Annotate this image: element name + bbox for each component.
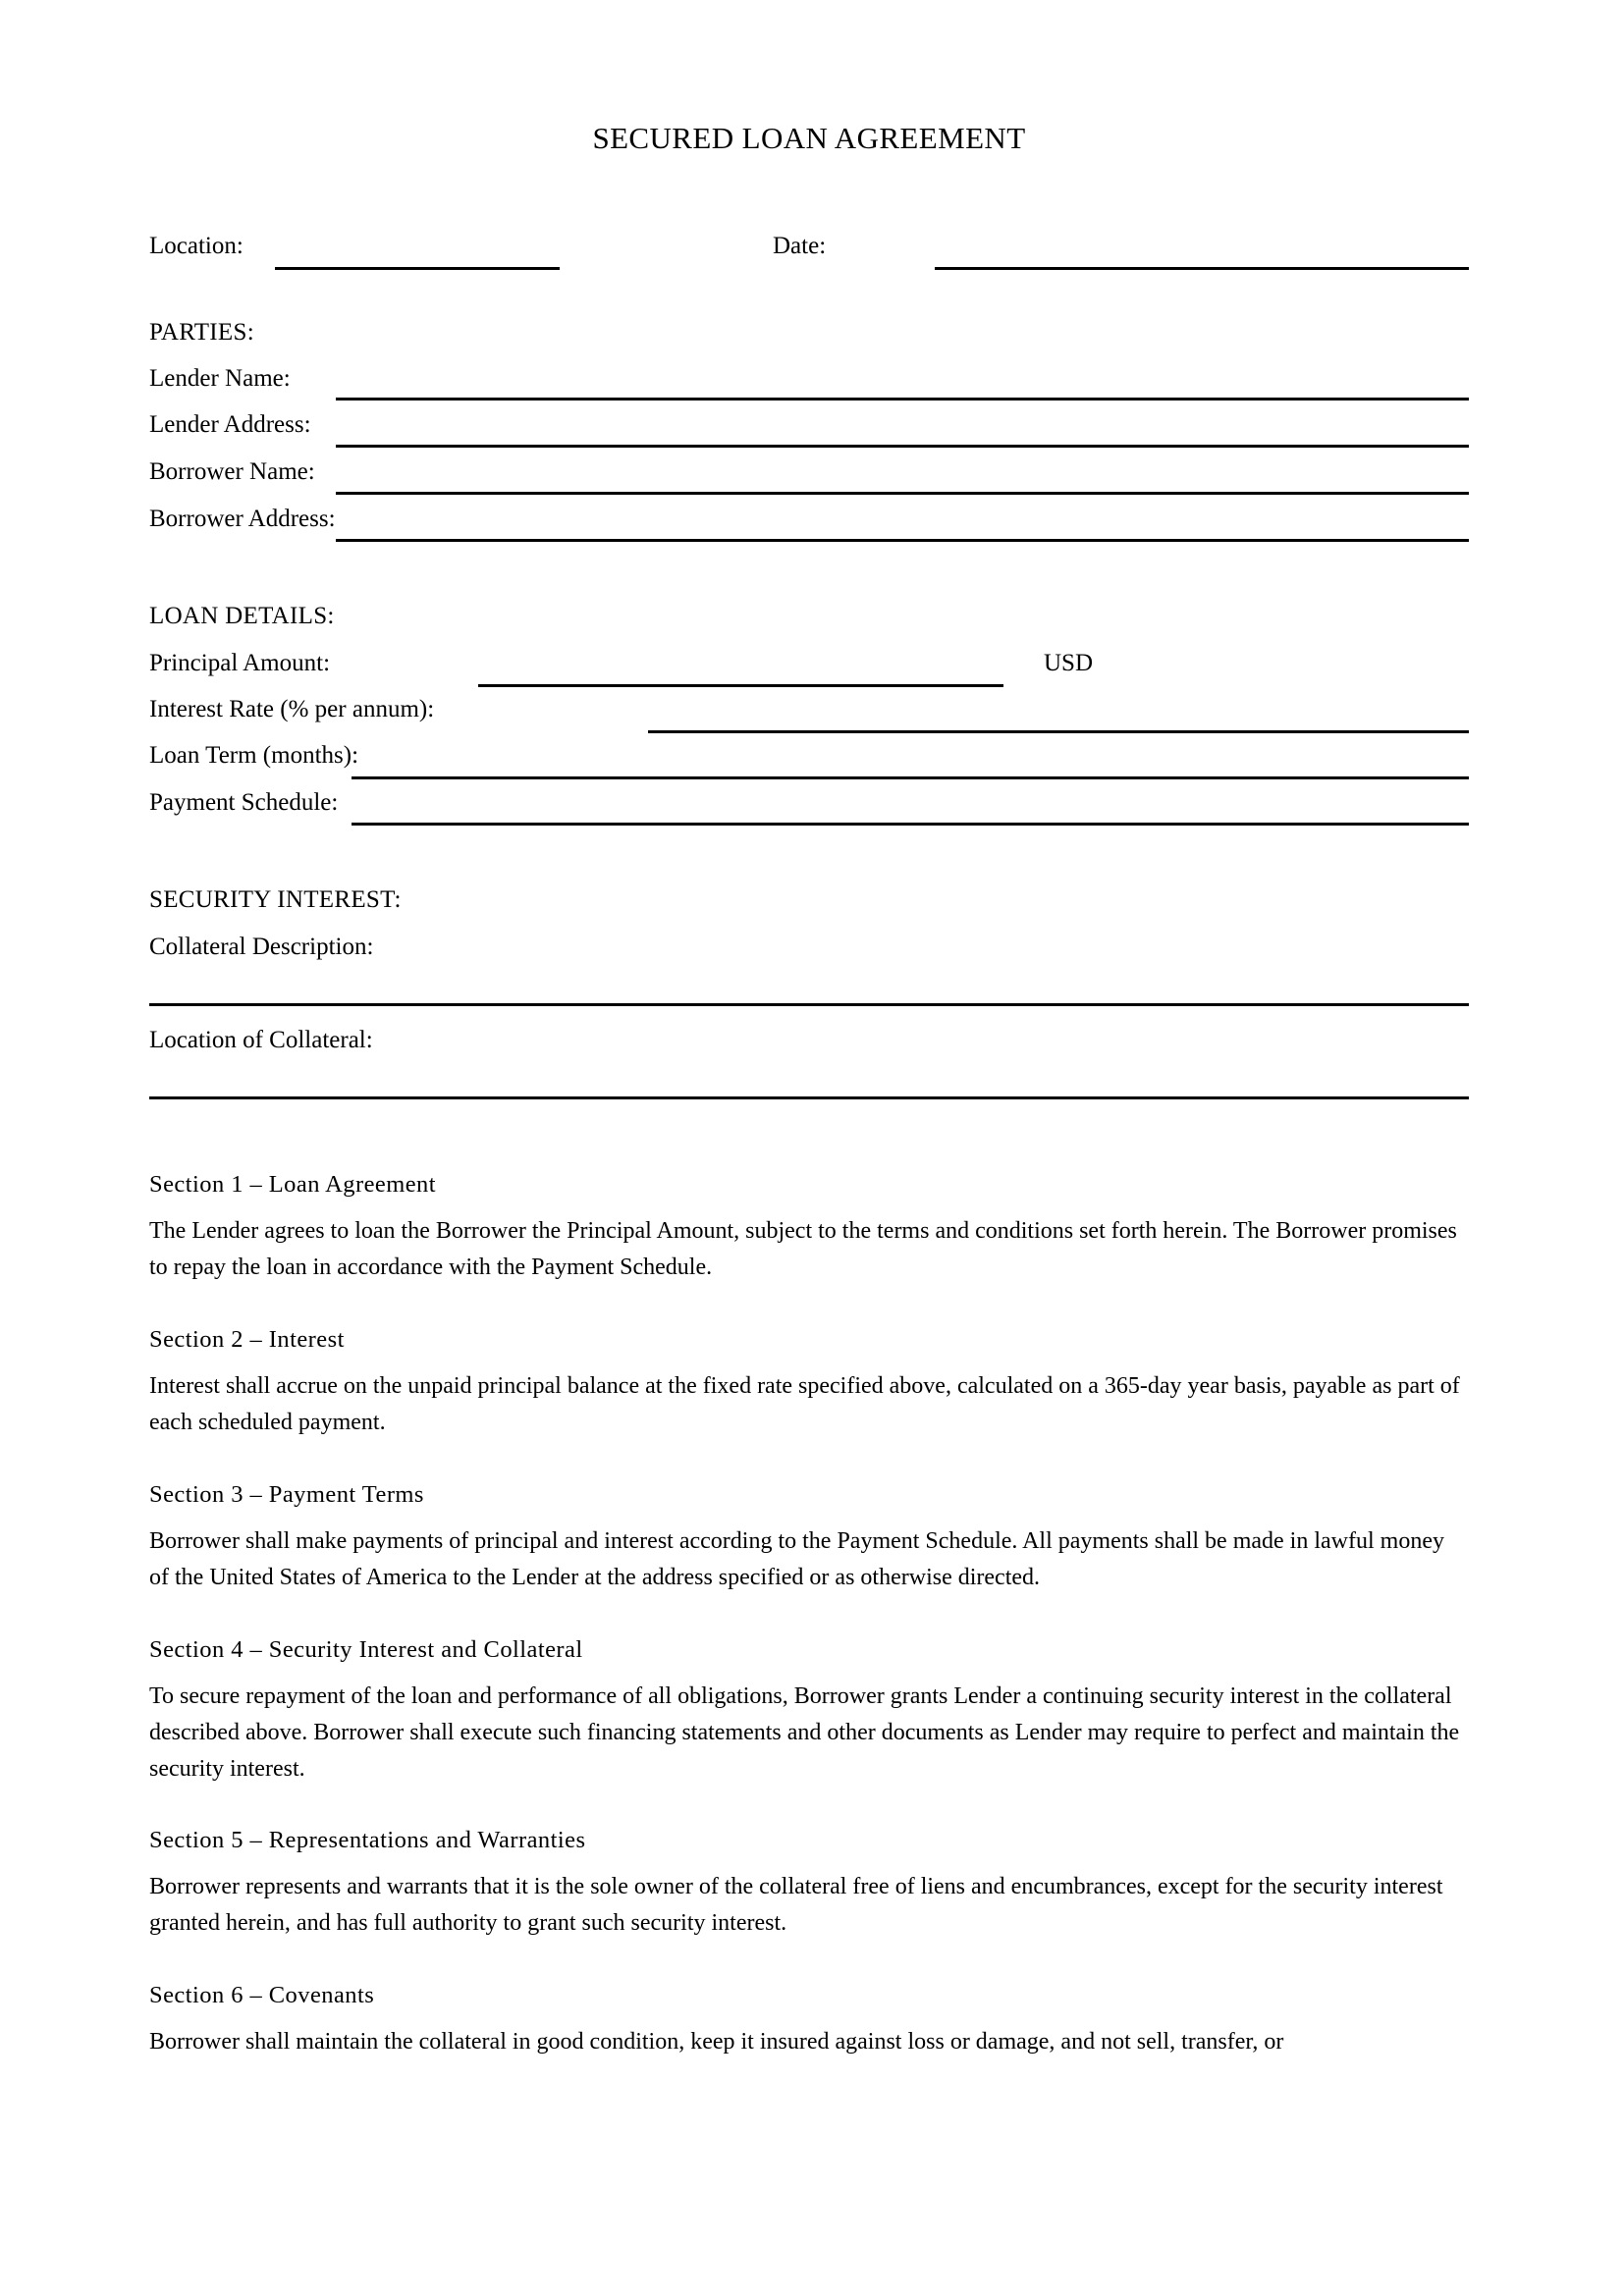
security-interest-heading: SECURITY INTEREST: <box>149 886 402 913</box>
collateral-description-input-rule[interactable] <box>149 1003 1469 1006</box>
section-1-body: The Lender agrees to loan the Borrower the Principal Amount, subject to the terms and conditions set forth herein. The Borrower promises to repay the loan in accordance with the Payment Schedule. <box>149 1218 1457 1280</box>
section-5-title: Section 5 – Representations and Warranties <box>149 1827 586 1853</box>
document-content <box>149 0 1469 2296</box>
lender-address-input-rule[interactable] <box>336 445 1469 448</box>
section-2-title: Section 2 – Interest <box>149 1326 345 1353</box>
section-5-body: Borrower represents and warrants that it is the sole owner of the collateral free of liens and encumbrances, except for the security interest granted herein, and has full authority to grant such security interest. <box>149 1874 1443 1936</box>
payment-schedule-input-rule[interactable] <box>352 823 1469 826</box>
payment-schedule-label: Payment Schedule: <box>149 789 339 816</box>
borrower-name-input-rule[interactable] <box>336 492 1469 495</box>
interest-rate-input-rule[interactable] <box>648 730 1469 733</box>
section-6-title: Section 6 – Covenants <box>149 1982 375 2008</box>
location-label: Location: <box>149 233 244 259</box>
borrower-address-label: Borrower Address: <box>149 506 336 532</box>
lender-name-label: Lender Name: <box>149 365 291 392</box>
section-2-body: Interest shall accrue on the unpaid principal balance at the fixed rate specified above, calculated on a 365-day year basis, payable as part of each scheduled payment. <box>149 1373 1460 1435</box>
section-6-body: Borrower shall maintain the collateral in good condition, keep it insured against loss or damage, and not sell, transfer, or <box>149 2029 1284 2055</box>
section-4-body: To secure repayment of the loan and performance of all obligations, Borrower grants Lender a continuing security interest in the collateral described above. Borrower shall execute such financing statements and other documents as Lender may require to perfect and maintain the security interest. <box>149 1683 1460 1782</box>
principal-amount-input-rule[interactable] <box>478 684 1003 687</box>
section-4-title: Section 4 – Security Interest and Collateral <box>149 1636 583 1663</box>
page-title: SECURED LOAN AGREEMENT <box>592 121 1026 155</box>
date-label: Date: <box>773 233 827 259</box>
lender-address-label: Lender Address: <box>149 411 311 438</box>
principal-amount-label: Principal Amount: <box>149 650 331 676</box>
location-input-rule[interactable] <box>275 267 560 270</box>
borrower-address-input-rule[interactable] <box>336 539 1469 542</box>
interest-rate-label: Interest Rate (% per annum): <box>149 696 435 722</box>
principal-amount-currency: USD <box>1044 650 1094 676</box>
location-of-collateral-input-rule[interactable] <box>149 1096 1469 1099</box>
borrower-name-label: Borrower Name: <box>149 458 315 485</box>
loan-term-input-rule[interactable] <box>352 776 1469 779</box>
parties-heading: PARTIES: <box>149 319 254 346</box>
section-3-body: Borrower shall make payments of principal and interest according to the Payment Schedule. All payments shall be made in lawful money of the United States of America to the Lender at the address specified or as otherwise directed. <box>149 1528 1444 1590</box>
section-3-title: Section 3 – Payment Terms <box>149 1481 424 1508</box>
loan-details-heading: LOAN DETAILS: <box>149 603 335 629</box>
loan-term-label: Loan Term (months): <box>149 742 359 769</box>
location-of-collateral-label: Location of Collateral: <box>149 1027 373 1053</box>
lender-name-input-rule[interactable] <box>336 398 1469 400</box>
date-input-rule[interactable] <box>935 267 1469 270</box>
collateral-description-label: Collateral Description: <box>149 934 374 960</box>
section-1-title: Section 1 – Loan Agreement <box>149 1171 437 1198</box>
